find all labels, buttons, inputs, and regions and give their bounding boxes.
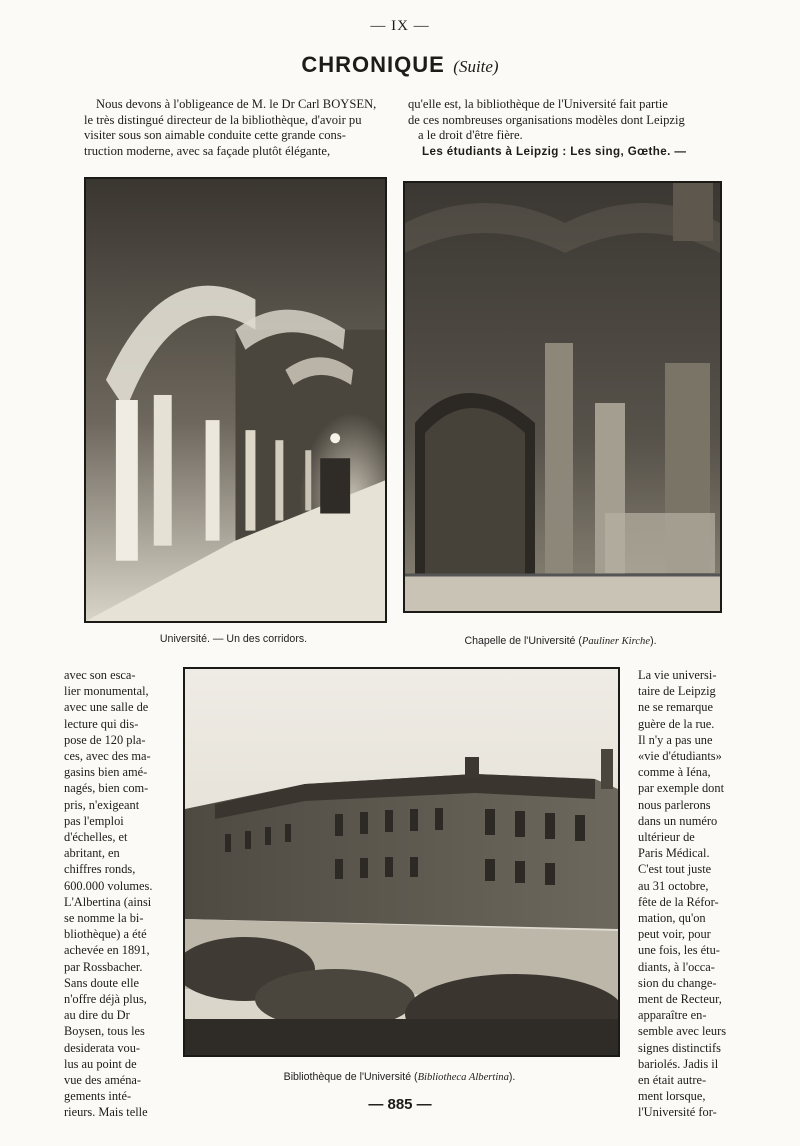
text-line: rieurs. Mais telle: [64, 1105, 148, 1120]
text-line: lecture qui dis-: [64, 716, 139, 731]
text-line: dans un numéro: [638, 813, 718, 828]
caption-chapel-italic: Pauliner Kirche: [581, 636, 651, 647]
text-line: Paris Médical.: [638, 846, 710, 861]
text-line: desiderata vou-: [64, 1040, 141, 1055]
text-line: semble avec leurs: [638, 1024, 727, 1039]
text-line: nagés, bien com-: [64, 781, 149, 796]
text-line: mation, qu'on: [638, 911, 706, 926]
text-line: en était autre-: [638, 1073, 707, 1088]
text-line: gasins bien amé-: [64, 765, 148, 780]
text-line: une fois, les étu-: [638, 943, 720, 958]
text-line: se nomme la bi-: [64, 911, 144, 926]
text-line: le très distingué directeur de la bibliothèque, d'avoir pu: [84, 112, 362, 127]
caption-library-end: ).: [508, 1071, 516, 1083]
text-line: lus au point de: [64, 1056, 137, 1071]
text-line: Il n'y a pas une: [638, 732, 713, 747]
text-line: pas l'emploi: [64, 813, 124, 828]
text-line: pose de 120 pla-: [64, 732, 146, 747]
text-line: gements inté-: [64, 1089, 132, 1104]
text-line: guère de la rue.: [638, 716, 715, 731]
section-heading: Les étudiants à Leipzig : Les sing, Gœthe. —: [422, 144, 687, 158]
text-line: fête de la Réfor-: [638, 894, 719, 909]
text-line: apparaître en-: [638, 1008, 707, 1023]
text-line: d'échelles, et: [64, 830, 128, 845]
text-line: bariolés. Jadis il: [638, 1056, 719, 1071]
caption-chapel: [403, 635, 718, 647]
text-line: 600.000 volumes.: [64, 878, 153, 893]
text-line: Nous devons à l'obligeance de M. le Dr Carl BOYSEN,: [96, 97, 377, 111]
caption-library-italic: Bibliotheca Albertina: [417, 1072, 509, 1083]
text-line: par exemple dont: [638, 781, 725, 796]
text-line: qu'elle est, la bibliothèque de l'Université fait partie: [408, 97, 668, 111]
page-roman-number: — IX —: [370, 18, 430, 34]
text-line: ment de Recteur,: [638, 992, 722, 1007]
text-line: au 31 octobre,: [638, 878, 709, 893]
text-line: abritant, en: [64, 846, 120, 861]
left-narrow-column: [64, 667, 174, 1121]
text-line: visiter sous son aimable conduite cette grande cons-: [84, 128, 346, 143]
text-line: chiffres ronds,: [64, 862, 136, 877]
text-line: C'est tout juste: [638, 862, 712, 877]
text-line: n'offre déjà plus,: [64, 992, 147, 1007]
text-line: ne se remarque: [638, 700, 713, 715]
text-line: ment lorsque,: [638, 1089, 706, 1104]
page-title: [0, 52, 800, 78]
photo-university-chapel: [403, 181, 722, 613]
title-suffix: (Suite): [453, 57, 499, 76]
right-narrow-column: [638, 667, 738, 1121]
text-line: signes distinctifs: [638, 1040, 721, 1055]
text-line: comme à Iéna,: [638, 765, 711, 780]
text-line: lier monumental,: [64, 684, 149, 699]
text-line: nous parlerons: [638, 797, 711, 812]
text-line: L'Albertina (ainsi: [64, 894, 152, 909]
photo-bibliotheca-albertina: [183, 667, 620, 1057]
text-line: La vie universi-: [638, 668, 717, 682]
caption-library-text: Bibliothèque de l'Université (: [283, 1071, 418, 1083]
photo-university-corridor: [84, 177, 387, 623]
text-line: bliothèque) a été: [64, 927, 147, 942]
text-line: peut voir, pour: [638, 927, 711, 942]
text-line: avec son esca-: [64, 668, 136, 682]
text-line: avec une salle de: [64, 700, 149, 715]
caption-chapel-text: Chapelle de l'Université (: [464, 635, 582, 647]
text-line: de ces nombreuses organisations modèles dont Leipzig: [408, 112, 685, 127]
text-line: sion du change-: [638, 975, 717, 990]
intro-right-column: [408, 97, 720, 159]
text-line: ces, avec des ma-: [64, 749, 151, 764]
caption-chapel-end: ).: [650, 635, 657, 647]
intro-left-column: [84, 97, 387, 159]
text-line: ultérieur de: [638, 830, 695, 845]
caption-library: [183, 1071, 616, 1083]
text-line: diants, à l'occa-: [638, 959, 715, 974]
page-folio: — 885 —: [368, 1096, 432, 1113]
text-line: truction moderne, avec sa façade plutôt élégante,: [84, 143, 331, 158]
text-line: Boysen, tous les: [64, 1024, 145, 1039]
text-line: vue des aména-: [64, 1073, 142, 1088]
caption-corridor: Université. — Un des corridors.: [159, 633, 308, 645]
text-line: l'Université for-: [638, 1105, 717, 1120]
text-line: Sans doute elle: [64, 975, 140, 990]
text-line: «vie d'étudiants»: [638, 749, 722, 764]
title-main: CHRONIQUE: [301, 52, 445, 77]
text-line: taire de Leipzig: [638, 684, 716, 699]
text-line: par Rossbacher.: [64, 959, 143, 974]
text-line: pris, n'exigeant: [64, 797, 140, 812]
text-line: au dire du Dr: [64, 1008, 130, 1023]
text-line: achevée en 1891,: [64, 943, 150, 958]
text-line: a le droit d'être fière.: [418, 128, 523, 143]
